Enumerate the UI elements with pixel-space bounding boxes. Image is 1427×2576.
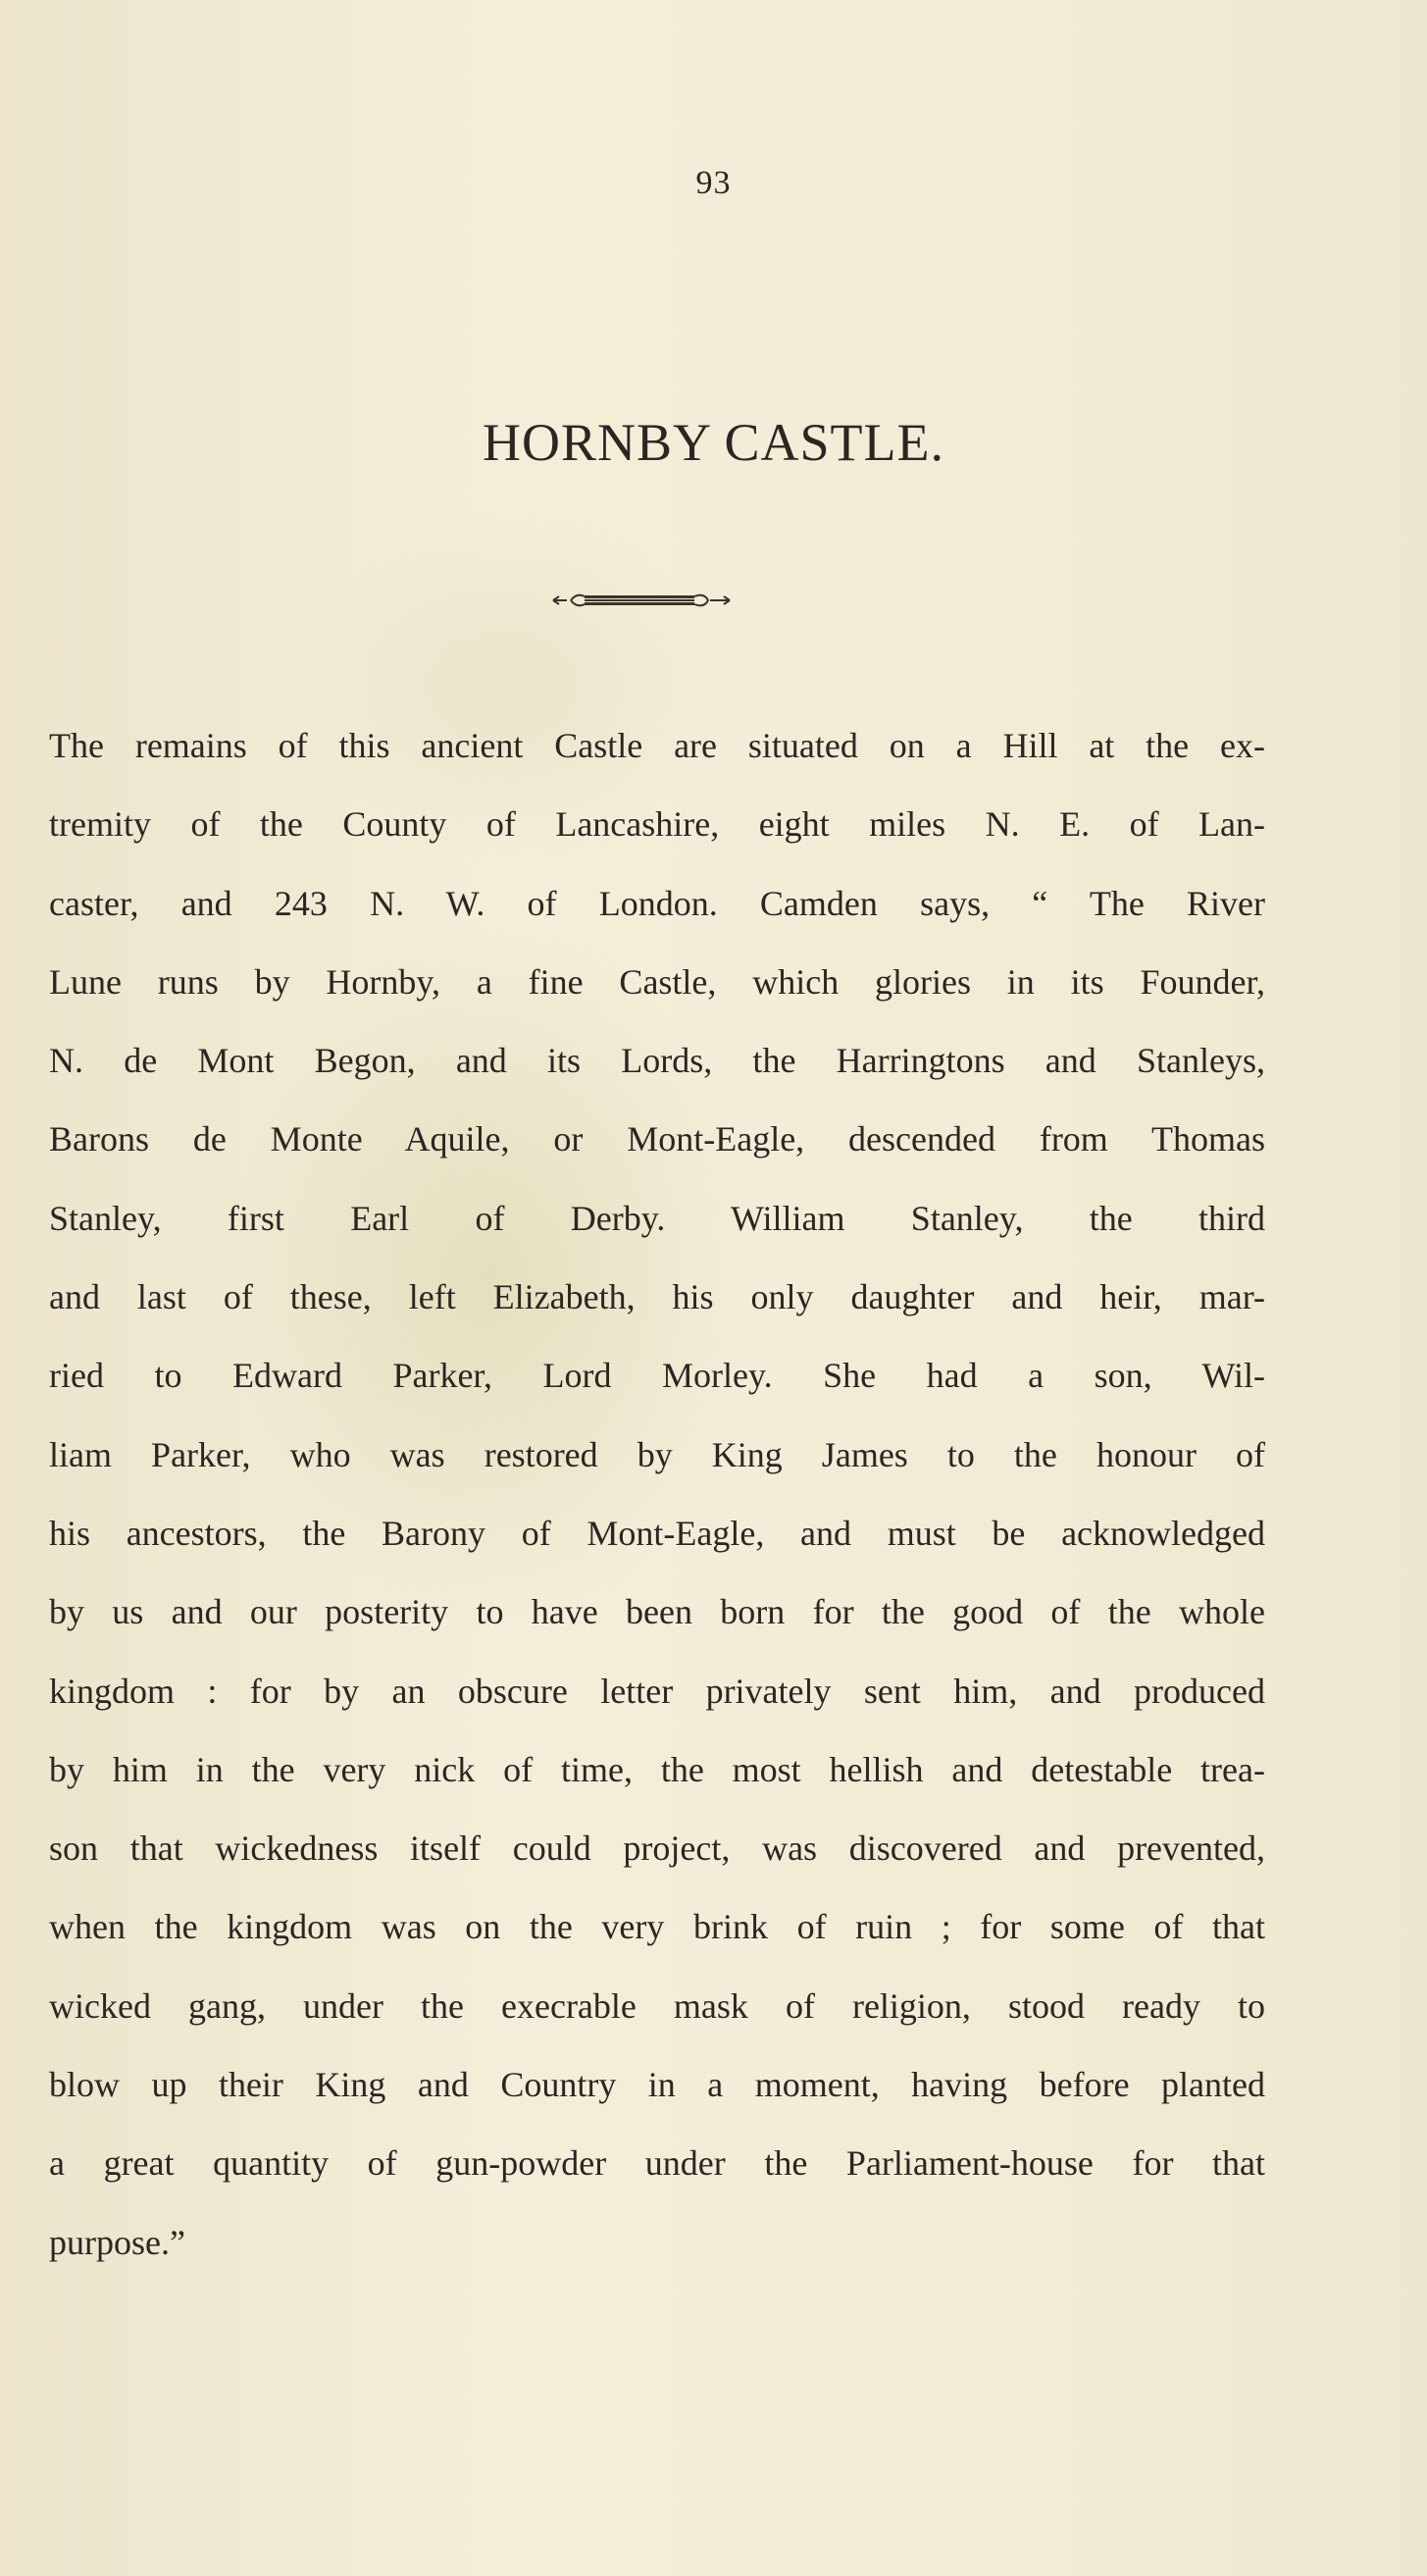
text-line: by him in the very nick of time, the most hellish and detestable trea- (49, 1749, 1265, 1789)
body-text (49, 706, 1265, 2282)
text-line: The remains of this ancient Castle are situated on a Hill at the ex- (49, 726, 1265, 765)
text-line: wicked gang, under the execrable mask of religion, stood ready to (49, 1985, 1265, 2026)
chapter-title: HORNBY CASTLE. (482, 413, 945, 472)
text-line: ried to Edward Parker, Lord Morley. She had a son, Wil- (49, 1356, 1265, 1396)
text-line: a great quantity of gun-powder under the Parliament-house for that (49, 2143, 1265, 2184)
text-line: tremity of the County of Lancashire, eight miles N. E. of Lan- (49, 804, 1265, 845)
decorative-rule-ornament (549, 589, 736, 612)
text-line: by us and our posterity to have been born for the good of the whole (49, 1592, 1265, 1632)
text-line: Lune runs by Hornby, a fine Castle, which glories in its Founder, (49, 961, 1265, 1002)
text-line: blow up their King and Country in a moment, having before planted (49, 2065, 1265, 2105)
text-line: liam Parker, who was restored by King James to the honour of (49, 1434, 1265, 1474)
text-line: N. de Mont Begon, and its Lords, the Harringtons and Stanleys, (49, 1041, 1265, 1081)
text-line: his ancestors, the Barony of Mont-Eagle, and must be acknowledged (49, 1513, 1265, 1553)
text-line: and last of these, left Elizabeth, his only daughter and heir, mar- (49, 1277, 1265, 1317)
text-line: Barons de Monte Aquile, or Mont-Eagle, descended from Thomas (49, 1119, 1265, 1159)
text-line: kingdom : for by an obscure letter privately sent him, and produced (49, 1671, 1265, 1711)
text-line: Stanley, first Earl of Derby. William Stanley, the third (49, 1198, 1265, 1238)
text-line: caster, and 243 N. W. of London. Camden says, “ The River (49, 883, 1265, 923)
text-line: son that wickedness itself could project, was discovered and prevented, (49, 1829, 1265, 1869)
text-line: purpose.” (49, 2222, 185, 2262)
page-number: 93 (695, 165, 732, 201)
text-line: when the kingdom was on the very brink of ruin ; for some of that (49, 1907, 1265, 1947)
